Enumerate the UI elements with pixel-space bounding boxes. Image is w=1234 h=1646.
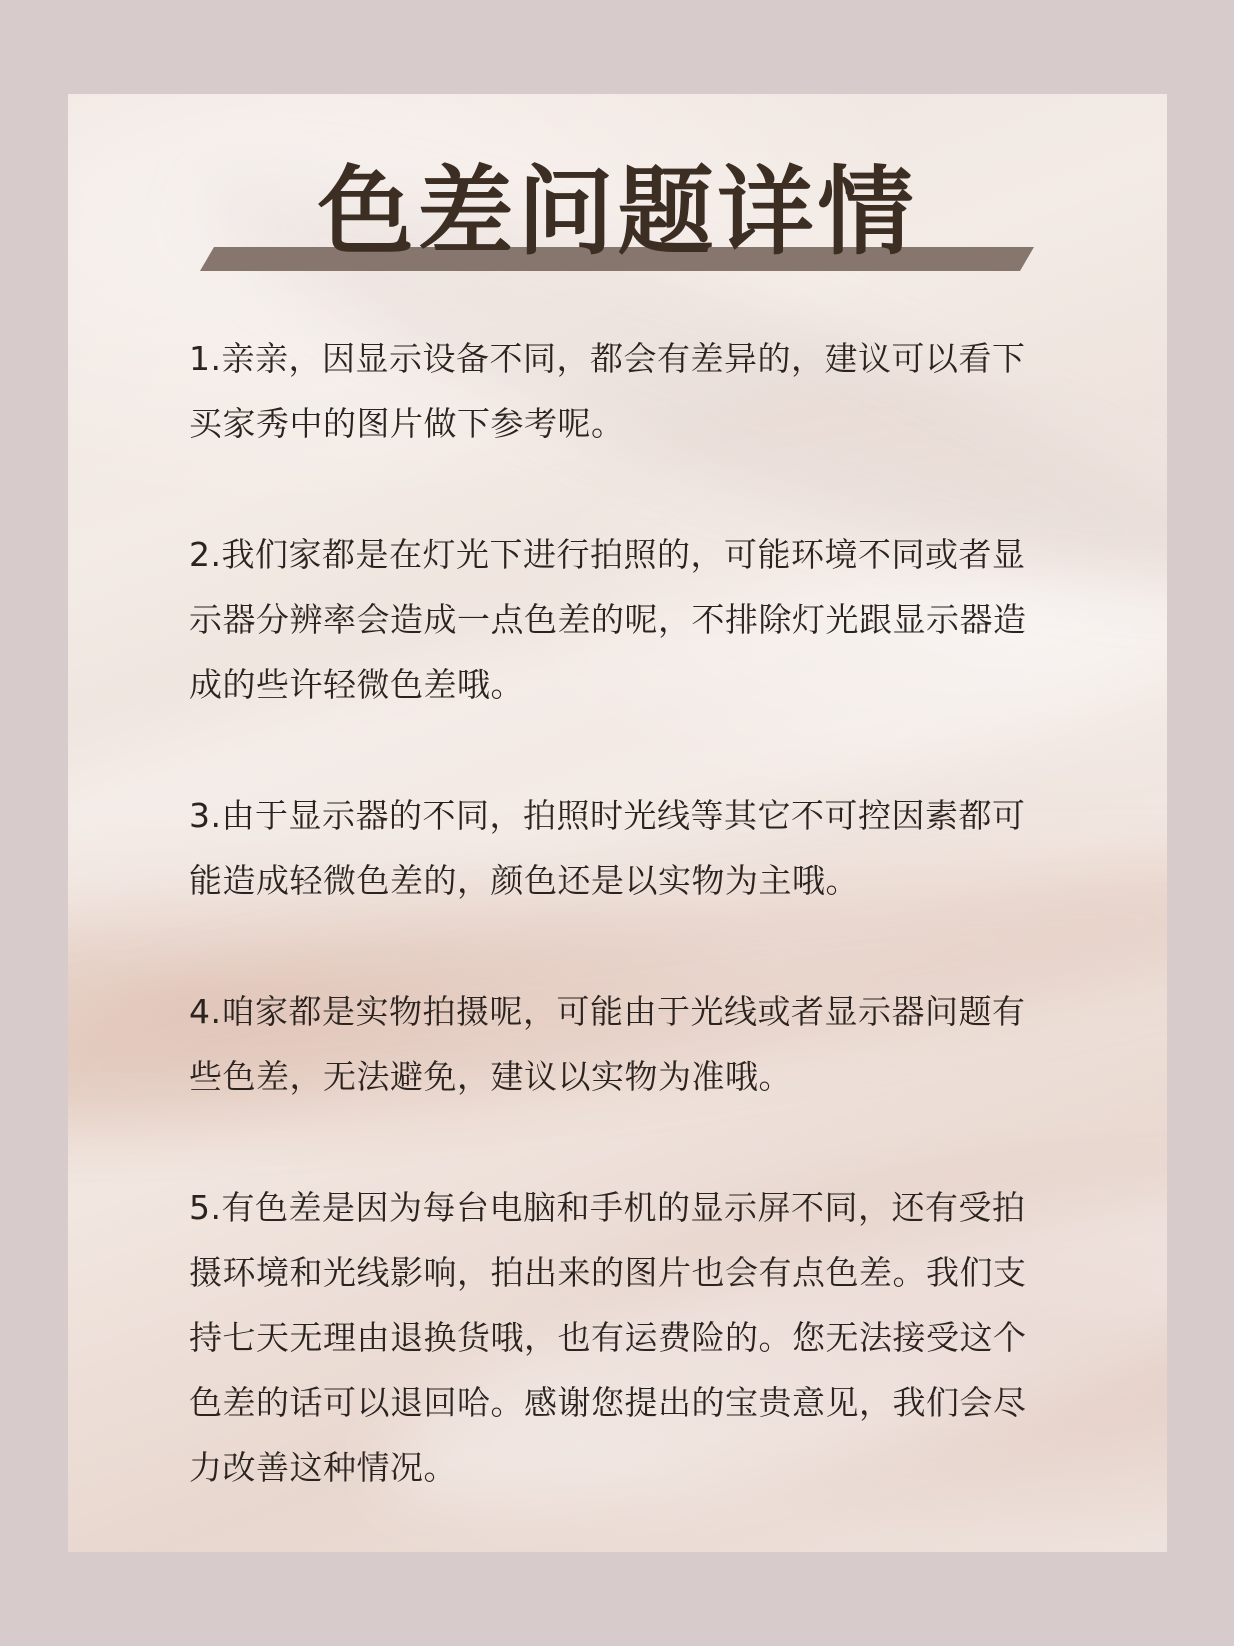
page-title: 色差问题详情 (317, 156, 918, 268)
faq-content (189, 326, 1049, 1552)
faq-paragraph-5: 5.有色差是因为每台电脑和手机的显示屏不同，还有受拍摄环境和光线影响，拍出来的图片也会有点色差。我们支持七天无理由退换货哦，也有运费险的。您无法接受这个色差的话可以退回哈。感谢您提出的宝贵意见，我们会尽力改善这种情况。 (189, 1188, 1027, 1487)
faq-paragraph-4: 4.咱家都是实物拍摄呢，可能由于光线或者显示器问题有些色差，无法避免，建议以实物为准哦。 (189, 992, 1026, 1096)
faq-paragraph-3: 3.由于显示器的不同，拍照时光线等其它不可控因素都可能造成轻微色差的，颜色还是以实物为主哦。 (189, 796, 1026, 900)
faq-paragraph-2: 2.我们家都是在灯光下进行拍照的，可能环境不同或者显示器分辨率会造成一点色差的呢，不排除灯光跟显示器造成的些许轻微色差哦。 (189, 535, 1027, 704)
faq-paragraph-1: 1.亲亲，因显示设备不同，都会有差异的，建议可以看下买家秀中的图片做下参考呢。 (189, 339, 1026, 443)
info-card (68, 94, 1167, 1552)
